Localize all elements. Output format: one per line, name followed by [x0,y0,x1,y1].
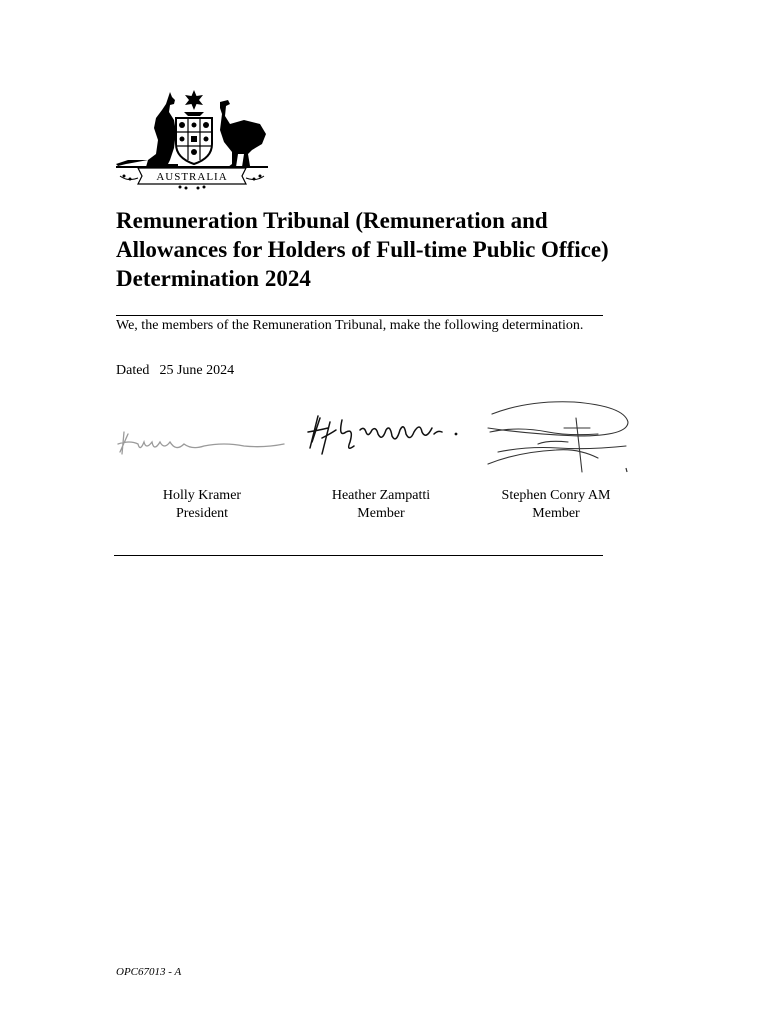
signatory-role: President [175,506,229,521]
signature-stephen-conry [478,392,638,480]
intro-statement: We, the members of the Remuneration Tribunal, make the following determination. [116,318,584,333]
signatory-name: Stephen Conry AM [501,488,611,503]
signatory-3 [471,487,641,523]
signatory-role: Member [357,506,405,521]
divider-top [116,315,603,316]
signatory-1 [117,487,287,523]
signature-holly-kramer [114,422,286,462]
signature-heather-zampatti [302,408,468,464]
dated-line [116,362,234,380]
divider-bottom [114,555,603,556]
coat-of-arms-logo [112,88,272,190]
signatory-name: Heather Zampatti [331,488,431,503]
dated-value: 25 June 2024 [159,363,235,378]
dated-label: Dated [116,363,150,378]
signatory-name: Holly Kramer [162,488,242,503]
document-code: OPC67013 - A [116,966,182,978]
signatory-2 [296,487,466,523]
crest-banner-text: AUSTRALIA [156,171,228,183]
document-title: Remuneration Tribunal (Remuneration and Allowances for Holders of Full-time Public Office) Determination 2024 [116,208,609,291]
signatory-role: Member [532,506,580,521]
